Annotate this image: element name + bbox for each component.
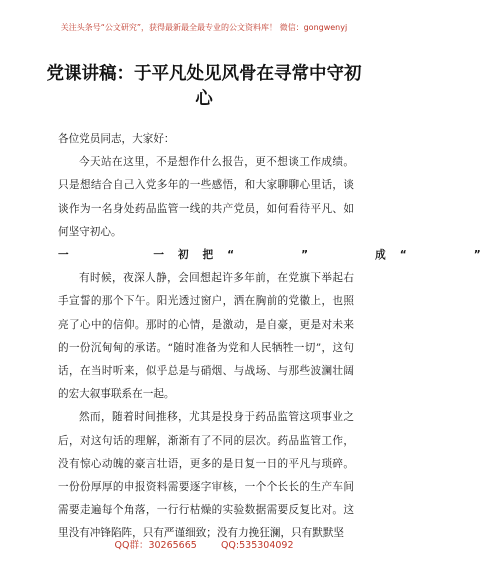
section-heading: 一 一初把“ ” 成“ ”	[58, 249, 495, 262]
paragraph-intro: 今天站在这里，不是想作什么报告，更不想谈工作成绩。只是想结合自己入党多年的一些感悟，和大家聊聊心里话，谈谈作为一名身处药品监管一线的共产党员，如何看待平凡、如何坚守初心。	[58, 156, 354, 238]
greeting: 各位党员同志，大家好：	[58, 133, 175, 145]
paragraph-work: 然而，随着时间推移，尤其是投身于药品监管这项事业之后，对这句话的理解，渐渐有了不同的层次。药品监管工作，没有惊心动魄的豪言壮语，更多的是日复一日的平凡与琐碎。一份份厚厚的申报资料需要逐字审核，一个个长长的生产车间需要走遍每个角落，一行行枯燥的实验数据需要反复比对。这里没有冲锋陷阵，只有严谨细致；没有力挽狂澜，只有默默坚	[58, 411, 354, 540]
footer-contact: QQ群：30265665 QQ:535304092	[114, 540, 294, 551]
paragraph-oath: 有时候，夜深人静，会回想起许多年前，在党旗下举起右手宣誓的那个下午。阳光透过窗户，洒在胸前的党徽上，也照亮了心中的信仰。那时的心情，是激动，是自豪，更是对未来的一份沉甸甸的承诺。“随时准备为党和人民牺牲一切”，这句话，在当时听来，似乎总是与硝烟、与战场、与那些波澜壮阔的宏大叙事联系在一起。	[58, 272, 354, 401]
document-body	[58, 128, 495, 546]
promo-banner: 关注头条号“公文研究”，获得最新最全最专业的公文资料库！ 微信：gongwenyj	[60, 23, 348, 32]
document-title: 党课讲稿：于平凡处见风骨在寻常中守初心	[46, 64, 362, 109]
